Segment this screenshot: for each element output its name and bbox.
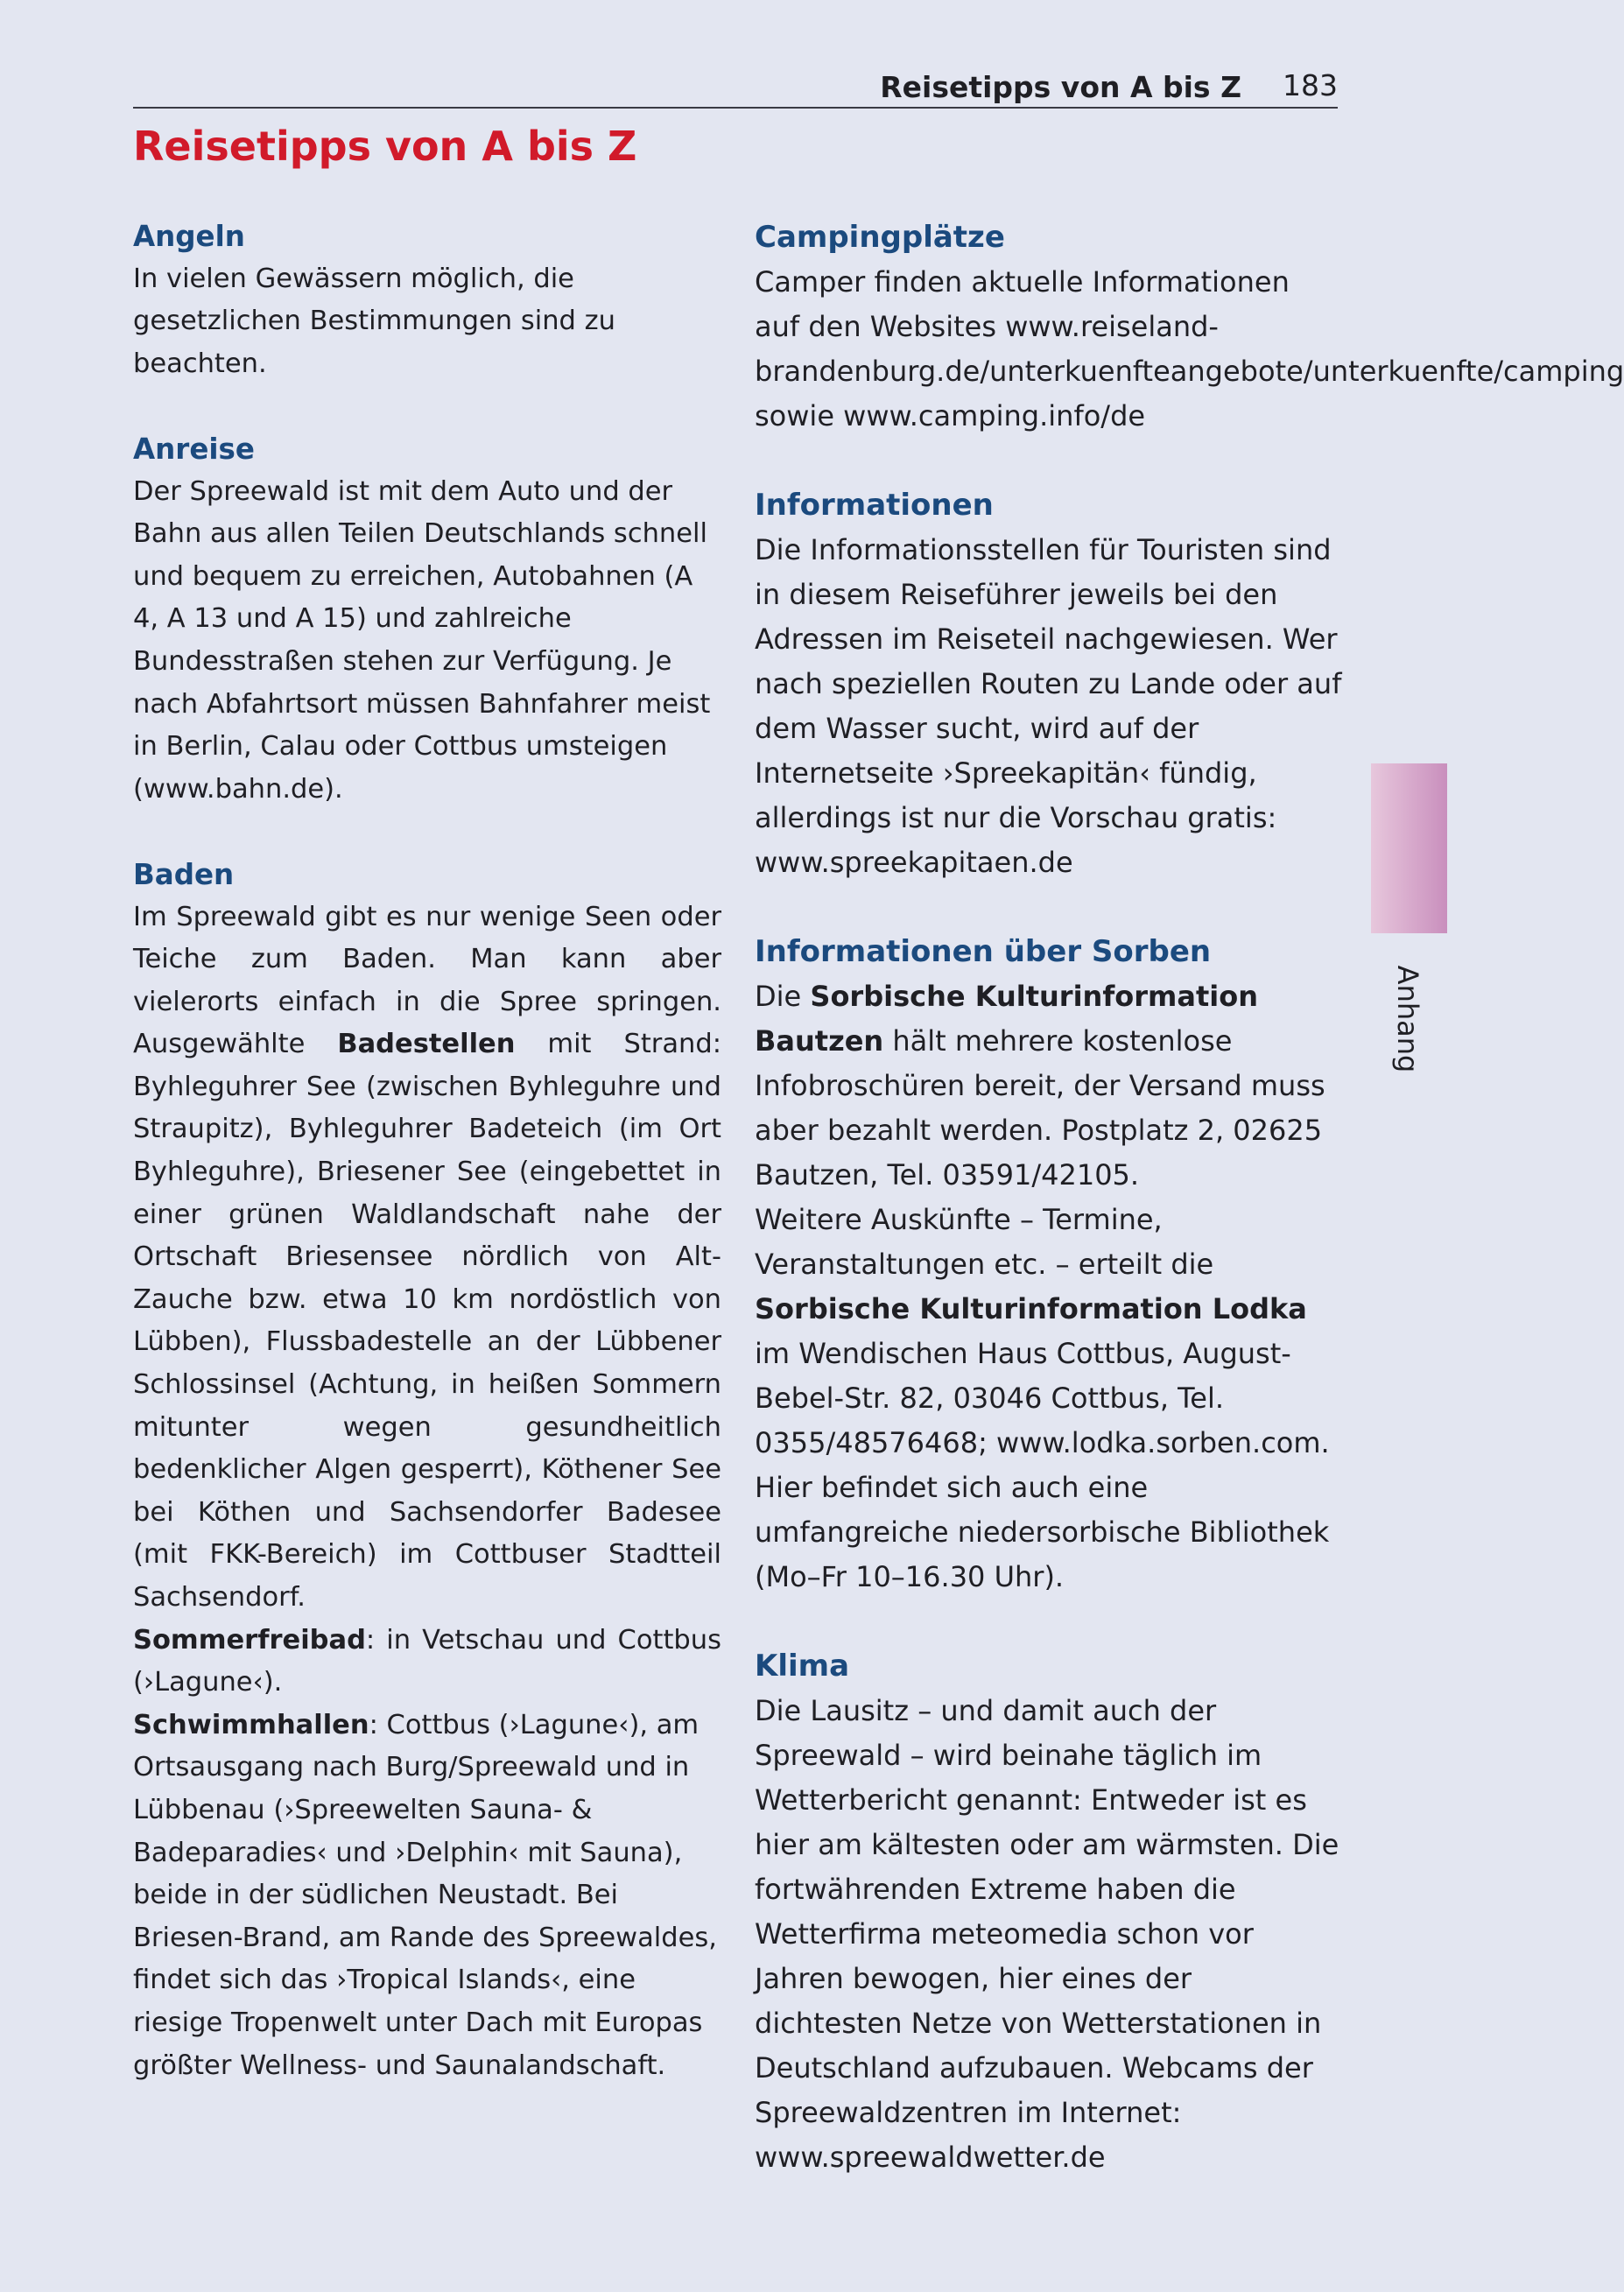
section-anreise [133, 428, 721, 811]
lodka-label: Sorbische Kulturinformation Lodka [755, 1292, 1307, 1325]
section-klima [755, 1644, 1343, 2180]
section-heading: Baden [133, 857, 235, 891]
badestellen-text: mit Strand: Byhleguhrer See (zwischen Byhleguhre und Straupitz), Byhleguhrer Badeteich (im Ort Byhleguhre), Briesener See (eingebettet in einer grünen Waldlandschaft nahe der Ortschaft Briesensee nördlich von Alt-Zauche bzw. etwa 10 km nordöstlich von Lübben), Flussbadestelle an der Lübbener Schlossinsel (Achtung, in heißen Sommern mitunter wegen gesundheitlich bedenklicher Algen gesperrt), Köthener See bei Köthen und Sachsendorfer Badesee (mit FKK-Bereich) im Cottbuser Stadtteil Sachsendorf. [133, 1029, 721, 1613]
sommerfreibad-label: Sommerfreibad [133, 1624, 366, 1656]
sorben-p2-post: im Wendischen Haus Cottbus, August-Bebel-Str. 82, 03046 Cottbus, Tel. 0355/48576468; www.lodka.sorben.com. Hier befindet sich auch eine umfangreiche niedersorbische Bibliothek (Mo–Fr 10–16.30 Uhr). [755, 1337, 1330, 1593]
schwimmhallen-label: Schwimmhallen [133, 1709, 369, 1740]
section-text [133, 896, 721, 1620]
sommerfreibad-text: : in Vetschau und Cottbus (›Lagune‹). [133, 1624, 721, 1698]
section-text: Die Informationsstellen für Touristen sind in diesem Reiseführer jeweils bei den Adressen im Reiseteil nachgewiesen. Wer nach speziellen Routen zu Lande oder auf dem Wasser sucht, wird auf der Internetseite ›Spreekapitän‹ fündig, allerdings ist nur die Vorschau gratis: www.spreekapitaen.de [755, 533, 1342, 879]
section-heading: Anreise [133, 432, 255, 466]
section-sorben [755, 930, 1343, 1599]
badestellen-label: Badestellen [337, 1029, 516, 1060]
page-number: 183 [1283, 68, 1338, 102]
chapter-title: Reisetipps von A bis Z [133, 123, 637, 170]
schwimmhallen-text: : Cottbus (›Lagune‹), am Ortsausgang nach Burg/Spreewald und in Lübbenau (›Spreewelten Sauna- & Badeparadies‹ und ›Delphin‹ mit Sauna), beide in der südlichen Neustadt. Bei Briesen-Brand, am Rande des Spreewaldes, findet sich das ›Tropical Islands‹, eine riesige Tropenwelt unter Dach mit Europas größter Wellness- und Saunalandschaft. [133, 1709, 717, 2081]
sorben-p1-post: hält mehrere kostenlose Infobroschüren bereit, der Versand muss aber bezahlt werden. Postplatz 2, 02625 Bautzen, Tel. 03591/42105. [755, 1024, 1325, 1192]
side-tab-marker [1371, 763, 1447, 933]
section-heading: Klima [755, 1649, 850, 1684]
section-text: Die Lausitz – und damit auch der Spreewald – wird beinahe täglich im Wetterbericht genannt: Entweder ist es hier am kältesten oder am wärmsten. Die fortwährenden Extreme haben die Wetterfirma meteomedia schon vor Jahren bewogen, hier eines der dichtesten Netze von Wetterstationen in Deutschland aufzubauen. Webcams der Spreewaldzentren im Internet: www.spreewaldwetter.de [755, 1694, 1339, 2174]
section-text: In vielen Gewässern möglich, die gesetzlichen Bestimmungen sind zu beachten. [133, 263, 615, 379]
sorben-p1-pre: Die [755, 980, 811, 1013]
page-header [133, 63, 1338, 109]
section-text [133, 1620, 721, 1705]
section-text [755, 1198, 1343, 1599]
left-column [133, 215, 721, 2130]
side-tab-label: Anhang [1391, 965, 1424, 1073]
section-text [133, 1705, 721, 2087]
section-text: Der Spreewald ist mit dem Auto und der Bahn aus allen Teilen Deutschlands schnell und bequem zu erreichen, Autobahnen (A 4, A 13 und A 15) und zahlreiche Bundesstraßen stehen zur Verfügung. Je nach Abfahrtsort müssen Bahnfahrer meist in Berlin, Calau oder Cottbus umsteigen (www.bahn.de). [133, 475, 711, 805]
section-text [755, 974, 1343, 1198]
section-angeln [133, 215, 721, 385]
sorben-p2-pre: Weitere Auskünfte – Termine, Veranstaltungen etc. – erteilt die [755, 1203, 1214, 1281]
section-text: Camper finden aktuelle Informationen auf den Websites www.reiseland-brandenburg.de/unterkuenfteangebote/unterkuenfte/camping sowie www.camping.info/de [755, 265, 1624, 432]
running-title: Reisetipps von A bis Z [880, 70, 1241, 104]
section-camping [755, 215, 1624, 439]
section-heading: Informationen über Sorben [755, 934, 1212, 969]
section-heading: Campingplätze [755, 220, 1005, 255]
bautzen-label: Sorbische Kulturinformation Bautzen [755, 980, 1258, 1058]
baden-intro: Im Spreewald gibt es nur wenige Seen oder Teiche zum Baden. Man kann aber vielerorts einfach in die Spree springen. Ausgewählte [133, 901, 721, 1060]
section-heading: Angeln [133, 220, 245, 253]
section-informationen [755, 483, 1343, 885]
section-heading: Informationen [755, 488, 994, 523]
section-baden [133, 854, 721, 2087]
